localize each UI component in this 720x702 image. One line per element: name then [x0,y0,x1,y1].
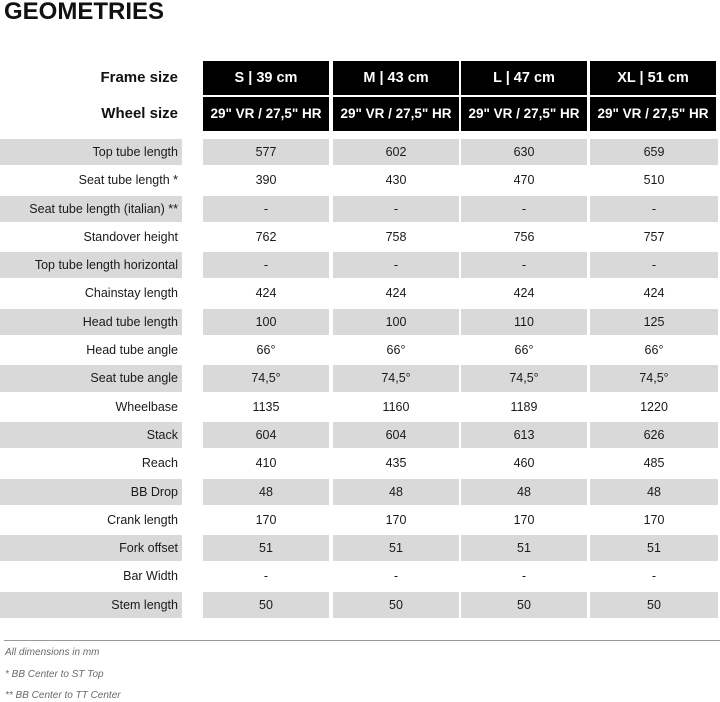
frame-size-label: Frame size [100,69,178,86]
row-label: Head tube angle [86,343,178,358]
row-value: 470 [513,173,535,188]
row-value: 50 [590,592,718,618]
row-value: 74,5° [461,365,587,391]
row-value: 51 [333,535,459,561]
row-value: 424 [643,286,665,301]
wheel-size-header-row [0,97,720,131]
row-value: 51 [203,535,329,561]
table-row [0,535,720,563]
row-value: - [521,569,527,584]
table-row [0,450,720,478]
row-value: 170 [513,512,535,527]
page-title: GEOMETRIES [4,0,165,25]
row-label: Seat tube length * [78,173,178,188]
row-value: 50 [461,592,587,618]
table-row [0,196,720,224]
frame-size-header-row [0,61,720,95]
row-value: 460 [513,456,535,471]
row-value: 74,5° [333,365,459,391]
row-value: 51 [590,535,718,561]
row-value: - [263,569,269,584]
row-value: 1160 [382,399,410,414]
geometry-table [0,139,720,620]
row-value: - [203,252,329,278]
row-value: 51 [461,535,587,561]
row-value: 762 [255,229,277,244]
row-value: 50 [333,592,459,618]
notes-divider [4,640,720,641]
row-label: Standover height [83,229,178,244]
row-value: 66° [386,343,406,358]
table-row [0,365,720,393]
row-value: 100 [203,309,329,335]
row-label: Reach [141,456,178,471]
row-label: Stack [0,422,182,448]
row-value: 626 [590,422,718,448]
row-value: 1135 [252,399,280,414]
row-value: 510 [643,173,665,188]
row-value: - [590,252,718,278]
row-value: 659 [590,139,718,165]
row-value: 435 [385,456,407,471]
row-value: - [333,196,459,222]
row-value: 602 [333,139,459,165]
table-row [0,309,720,337]
wheel-size-m: 29" VR / 27,5" HR [333,97,459,131]
row-value: - [461,196,587,222]
table-row [0,280,720,308]
row-label: Seat tube length (italian) ** [0,196,182,222]
row-value: 424 [513,286,535,301]
row-value: 170 [643,512,665,527]
row-value: 390 [255,173,277,188]
wheel-size-s: 29" VR / 27,5" HR [203,97,329,131]
row-value: 48 [203,479,329,505]
row-value: 66° [514,343,534,358]
wheel-size-xl: 29" VR / 27,5" HR [590,97,716,131]
row-value: 48 [333,479,459,505]
note-seat-tube-italian: ** BB Center to TT Center [5,690,121,701]
row-value: 66° [644,343,664,358]
note-units: All dimensions in mm [5,647,100,658]
row-label: BB Drop [0,479,182,505]
table-row [0,337,720,365]
row-value: 630 [461,139,587,165]
row-value: 74,5° [590,365,718,391]
row-value: 1189 [510,399,538,414]
frame-size-s: S | 39 cm [203,61,329,95]
frame-size-xl: XL | 51 cm [590,61,716,95]
row-value: - [393,569,399,584]
row-value: 110 [461,309,587,335]
table-row [0,167,720,195]
wheel-size-l: 29" VR / 27,5" HR [461,97,587,131]
table-row [0,507,720,535]
table-row [0,139,720,167]
table-row [0,422,720,450]
row-value: 125 [590,309,718,335]
row-value: 613 [461,422,587,448]
table-row [0,592,720,620]
row-label: Wheelbase [115,399,178,414]
frame-size-m: M | 43 cm [333,61,459,95]
row-value: - [651,569,657,584]
row-value: 170 [385,512,407,527]
note-seat-tube: * BB Center to ST Top [5,669,104,680]
row-value: 758 [385,229,407,244]
row-value: 577 [203,139,329,165]
row-value: 74,5° [203,365,329,391]
row-value: 410 [255,456,277,471]
row-value: 100 [333,309,459,335]
row-value: 756 [513,229,535,244]
row-value: 48 [590,479,718,505]
row-value: - [203,196,329,222]
row-label: Crank length [107,512,178,527]
row-value: 604 [333,422,459,448]
row-value: - [461,252,587,278]
row-label: Top tube length [0,139,182,165]
table-row [0,252,720,280]
row-label: Chainstay length [84,286,178,301]
table-row [0,479,720,507]
row-value: 485 [643,456,665,471]
row-value: 430 [385,173,407,188]
table-row [0,563,720,591]
row-value: 424 [385,286,407,301]
row-label: Bar Width [123,569,178,584]
wheel-size-label: Wheel size [101,105,178,122]
row-label: Head tube length [0,309,182,335]
row-value: - [333,252,459,278]
row-value: 757 [643,229,665,244]
row-label: Top tube length horizontal [0,252,182,278]
row-value: 1220 [640,399,668,414]
row-value: 170 [255,512,277,527]
row-value: 50 [203,592,329,618]
row-value: 604 [203,422,329,448]
row-value: 424 [255,286,277,301]
frame-size-l: L | 47 cm [461,61,587,95]
table-row [0,394,720,422]
row-label: Seat tube angle [0,365,182,391]
row-label: Fork offset [0,535,182,561]
row-value: 66° [256,343,276,358]
table-row [0,224,720,252]
row-value: - [590,196,718,222]
row-label: Stem length [0,592,182,618]
row-value: 48 [461,479,587,505]
